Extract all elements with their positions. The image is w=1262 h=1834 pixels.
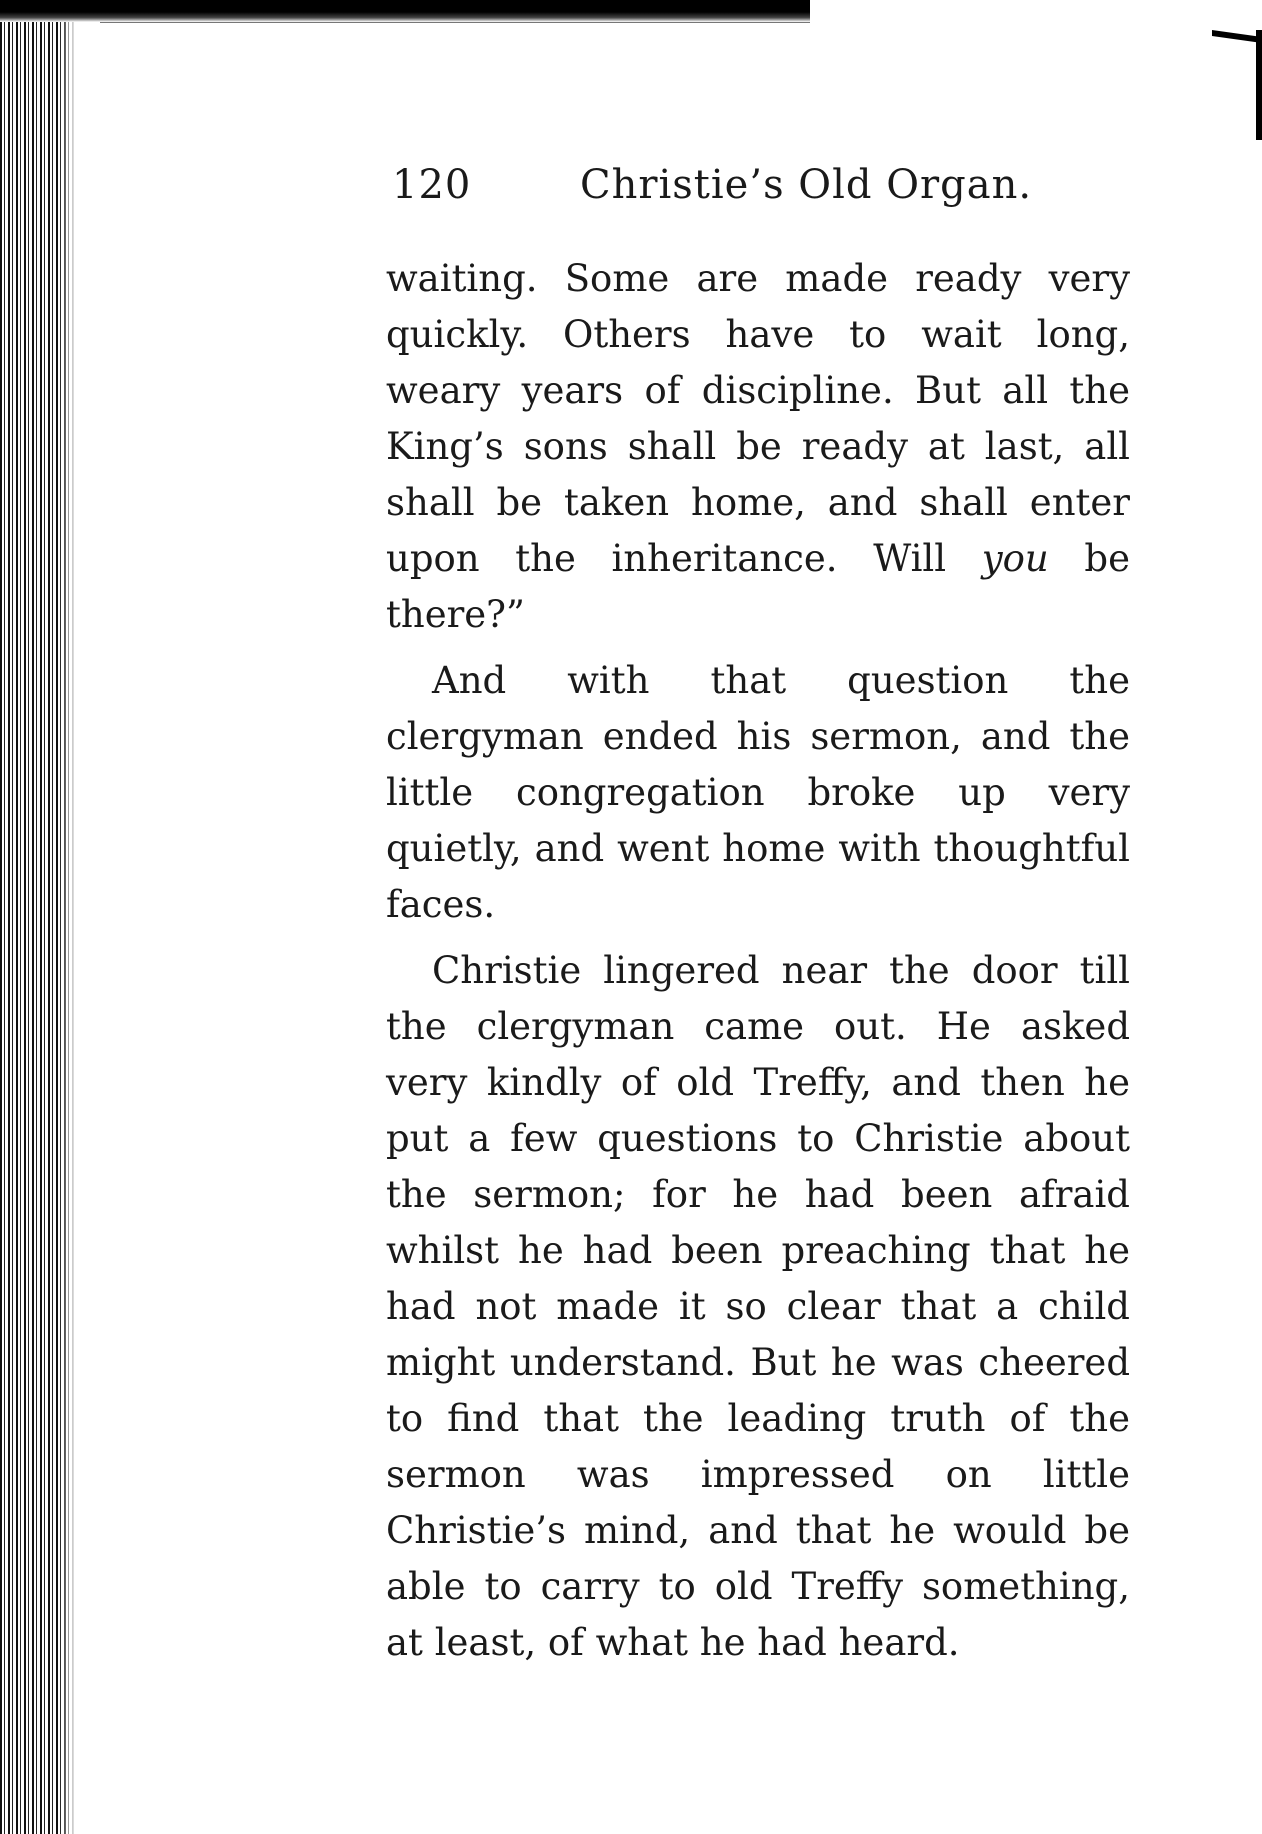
- running-title: Christie’s Old Organ.: [580, 162, 1033, 208]
- paragraph-1-emphasis: you: [981, 537, 1049, 580]
- paragraph-1-end: be there?”: [386, 537, 1130, 636]
- body-text: [386, 251, 1130, 1671]
- paragraph-2: And with that question the clergyman ended his sermon, and the little congregation broke up very quietly, and went home with thoughtful faces.: [386, 659, 1130, 926]
- book-page: [386, 155, 1130, 1671]
- paragraph-1-text: waiting. Some are made ready very quickly. Others have to wait long, weary years of discipline. But all the King’s sons shall be ready at last, all shall be taken home, and shall enter upon the inheritance. Will: [386, 257, 1130, 580]
- corner-crop-mark: [1212, 30, 1262, 140]
- crop-mark-vertical: [1256, 30, 1262, 140]
- top-page-edge: [0, 0, 810, 22]
- paragraph-3: Christie lingered near the door till the clergyman came out. He asked very kindly of old Treffy, and then he put a few questions to Christie about the sermon; for he had been afraid whilst he had been preaching that he had not made it so clear that a child might understand. But he was cheered to find that the leading truth of the sermon was impressed on little Christie’s mind, and that he would be able to carry to old Treffy something, at least, of what he had heard.: [386, 949, 1130, 1664]
- top-page-rule: [100, 22, 810, 23]
- binding-shadow: [60, 0, 76, 1834]
- page-number: 120: [392, 162, 472, 208]
- paragraph-1: [386, 251, 1130, 643]
- running-head: [386, 155, 1130, 225]
- crop-mark-horizontal: [1212, 30, 1262, 43]
